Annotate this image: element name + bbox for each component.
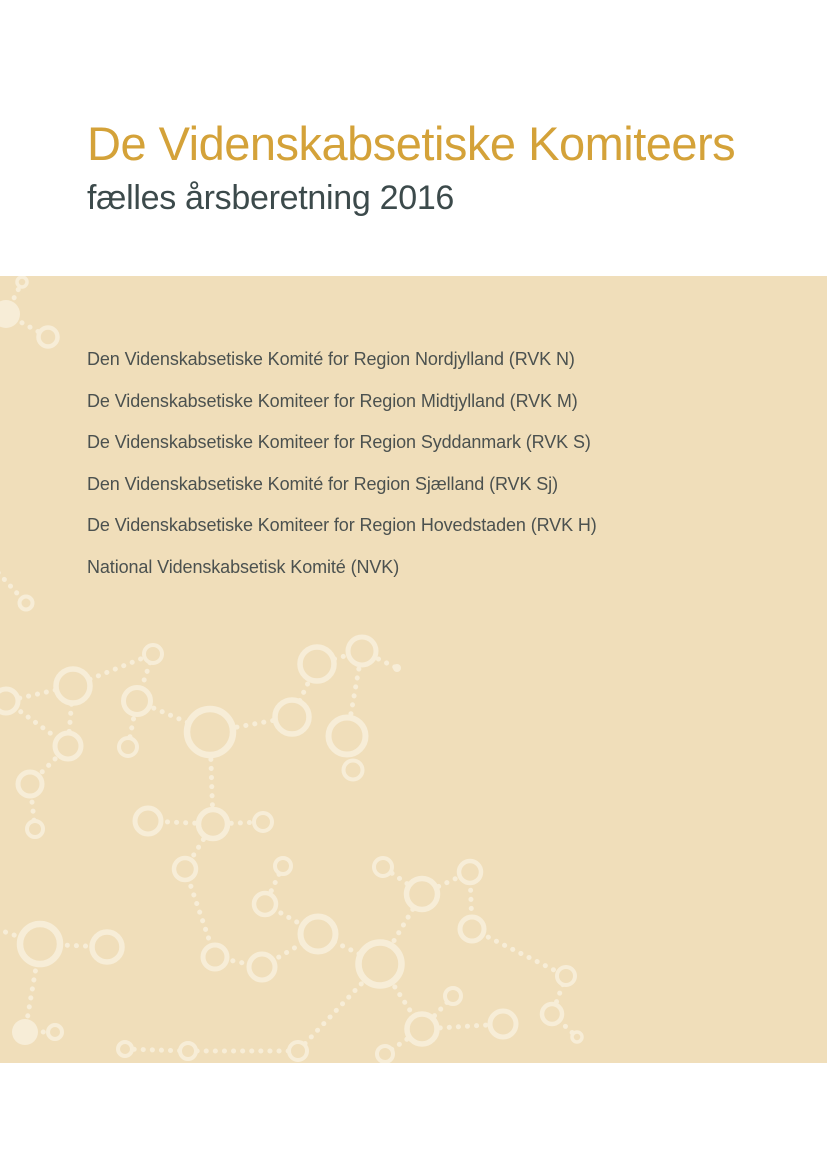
committee-list [87,339,597,589]
committee-item-nvk: National Videnskabsetisk Komité (NVK) [87,556,400,577]
page-subtitle: fælles årsberetning 2016 [87,178,455,217]
committee-item-rvk-h: De Videnskabsetiske Komiteer for Region Hovedstaden (RVK H) [87,515,597,536]
committee-item-rvk-sj: Den Videnskabsetiske Komité for Region Sjælland (RVK Sj) [87,473,558,494]
committee-item-rvk-m: De Videnskabsetiske Komiteer for Region Midtjylland (RVK M) [87,390,578,411]
page-title: De Videnskabsetiske Komiteers [87,117,736,170]
beige-panel [0,276,827,1063]
committee-item-rvk-s: De Videnskabsetiske Komiteer for Region Syddanmark (RVK S) [87,432,591,453]
committee-item-rvk-n: Den Videnskabsetiske Komité for Region Nordjylland (RVK N) [87,349,575,369]
cover-header [87,118,735,217]
